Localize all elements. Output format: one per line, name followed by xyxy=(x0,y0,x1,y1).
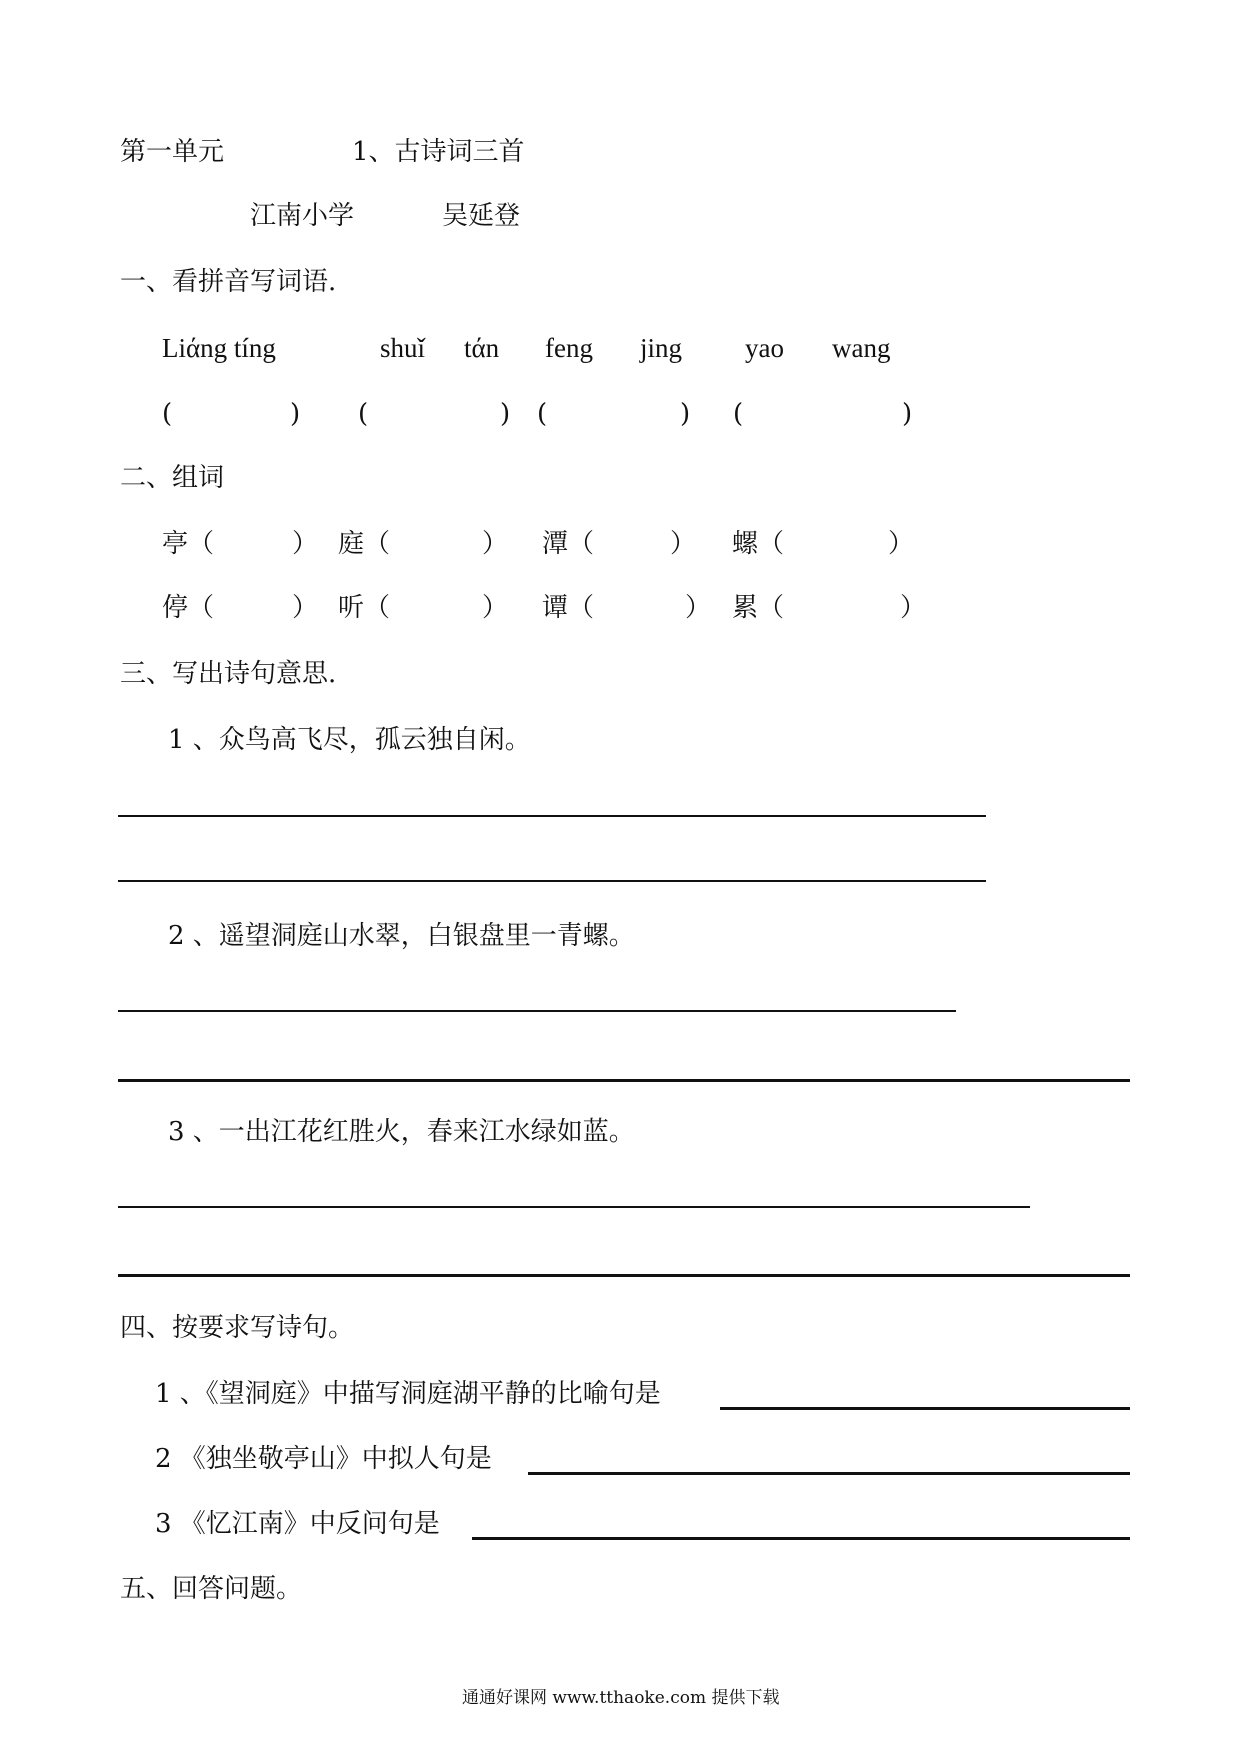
pinyin-liangting: Liάng tíng xyxy=(162,333,276,363)
unit-label: 第一单元 xyxy=(120,137,225,167)
section5-title: 五、回答问题。 xyxy=(120,1574,303,1604)
answer-line[interactable] xyxy=(528,1472,1130,1475)
answer-line[interactable] xyxy=(118,1079,1130,1082)
requirement-1: 1 、《望洞庭》中描写洞庭湖平静的比喻句是 xyxy=(155,1379,661,1409)
word-ting-1: 亭（ xyxy=(162,529,215,559)
poem-line-1: 1 、众鸟高飞尽，孤云独自闲。 xyxy=(168,725,531,755)
poem-line-2: 2 、遥望洞庭山水翠，白银盘里一青螺。 xyxy=(168,921,635,951)
answer-line[interactable] xyxy=(118,1010,956,1012)
answer-line[interactable] xyxy=(118,815,986,817)
bracket-close: ） xyxy=(482,529,509,559)
bracket-open: ( xyxy=(537,399,548,429)
answer-line[interactable] xyxy=(118,1274,1130,1277)
bracket-close: ） xyxy=(670,529,697,559)
section2-title: 二、组词 xyxy=(120,463,225,493)
bracket-close: ) xyxy=(290,399,301,429)
answer-line[interactable] xyxy=(118,1206,1030,1208)
bracket-close: ) xyxy=(500,399,511,429)
bracket-open: ( xyxy=(733,399,744,429)
requirement-2: 2 《独坐敬亭山》中拟人句是 xyxy=(155,1444,492,1474)
bracket-close: ） xyxy=(292,593,319,623)
poem-line-3: 3 、一出江花红胜火，春来江水绿如蓝。 xyxy=(168,1117,635,1147)
word-ting-4: 听（ xyxy=(338,593,391,623)
bracket-open: ( xyxy=(358,399,369,429)
bracket-close: ) xyxy=(902,399,913,429)
pinyin-feng: feng xyxy=(545,333,593,363)
lesson-title: 1、古诗词三首 xyxy=(352,137,525,167)
school-name: 江南小学 xyxy=(250,201,355,231)
answer-line[interactable] xyxy=(472,1537,1130,1540)
word-ting-2: 庭（ xyxy=(338,529,391,559)
word-ting-3: 停（ xyxy=(162,593,215,623)
bracket-close: ） xyxy=(685,593,712,623)
pinyin-shui: shuǐ xyxy=(380,333,426,363)
bracket-open: ( xyxy=(162,399,173,429)
word-tan-2: 谭（ xyxy=(542,593,595,623)
answer-line[interactable] xyxy=(118,880,986,882)
pinyin-jing: jing xyxy=(640,333,683,363)
requirement-3: 3 《忆江南》中反问句是 xyxy=(155,1509,440,1539)
pinyin-wang: wang xyxy=(832,333,891,363)
pinyin-tan: tάn xyxy=(464,333,500,363)
bracket-close: ） xyxy=(482,593,509,623)
footer-text: 通通好课网 www.tthaoke.com 提供下载 xyxy=(462,1688,780,1708)
section4-title: 四、按要求写诗句。 xyxy=(120,1313,355,1343)
word-luo: 螺（ xyxy=(732,529,785,559)
author-name: 吴延登 xyxy=(442,201,521,231)
word-lei: 累（ xyxy=(732,593,785,623)
bracket-close: ） xyxy=(292,529,319,559)
section3-title: 三、写出诗句意思. xyxy=(120,659,337,689)
section1-title: 一、看拼音写词语. xyxy=(120,267,337,297)
pinyin-yao: yao xyxy=(745,333,784,363)
bracket-close: ） xyxy=(888,529,915,559)
answer-line[interactable] xyxy=(720,1407,1130,1410)
bracket-close: ) xyxy=(680,399,691,429)
word-tan-1: 潭（ xyxy=(542,529,595,559)
bracket-close: ） xyxy=(900,593,927,623)
